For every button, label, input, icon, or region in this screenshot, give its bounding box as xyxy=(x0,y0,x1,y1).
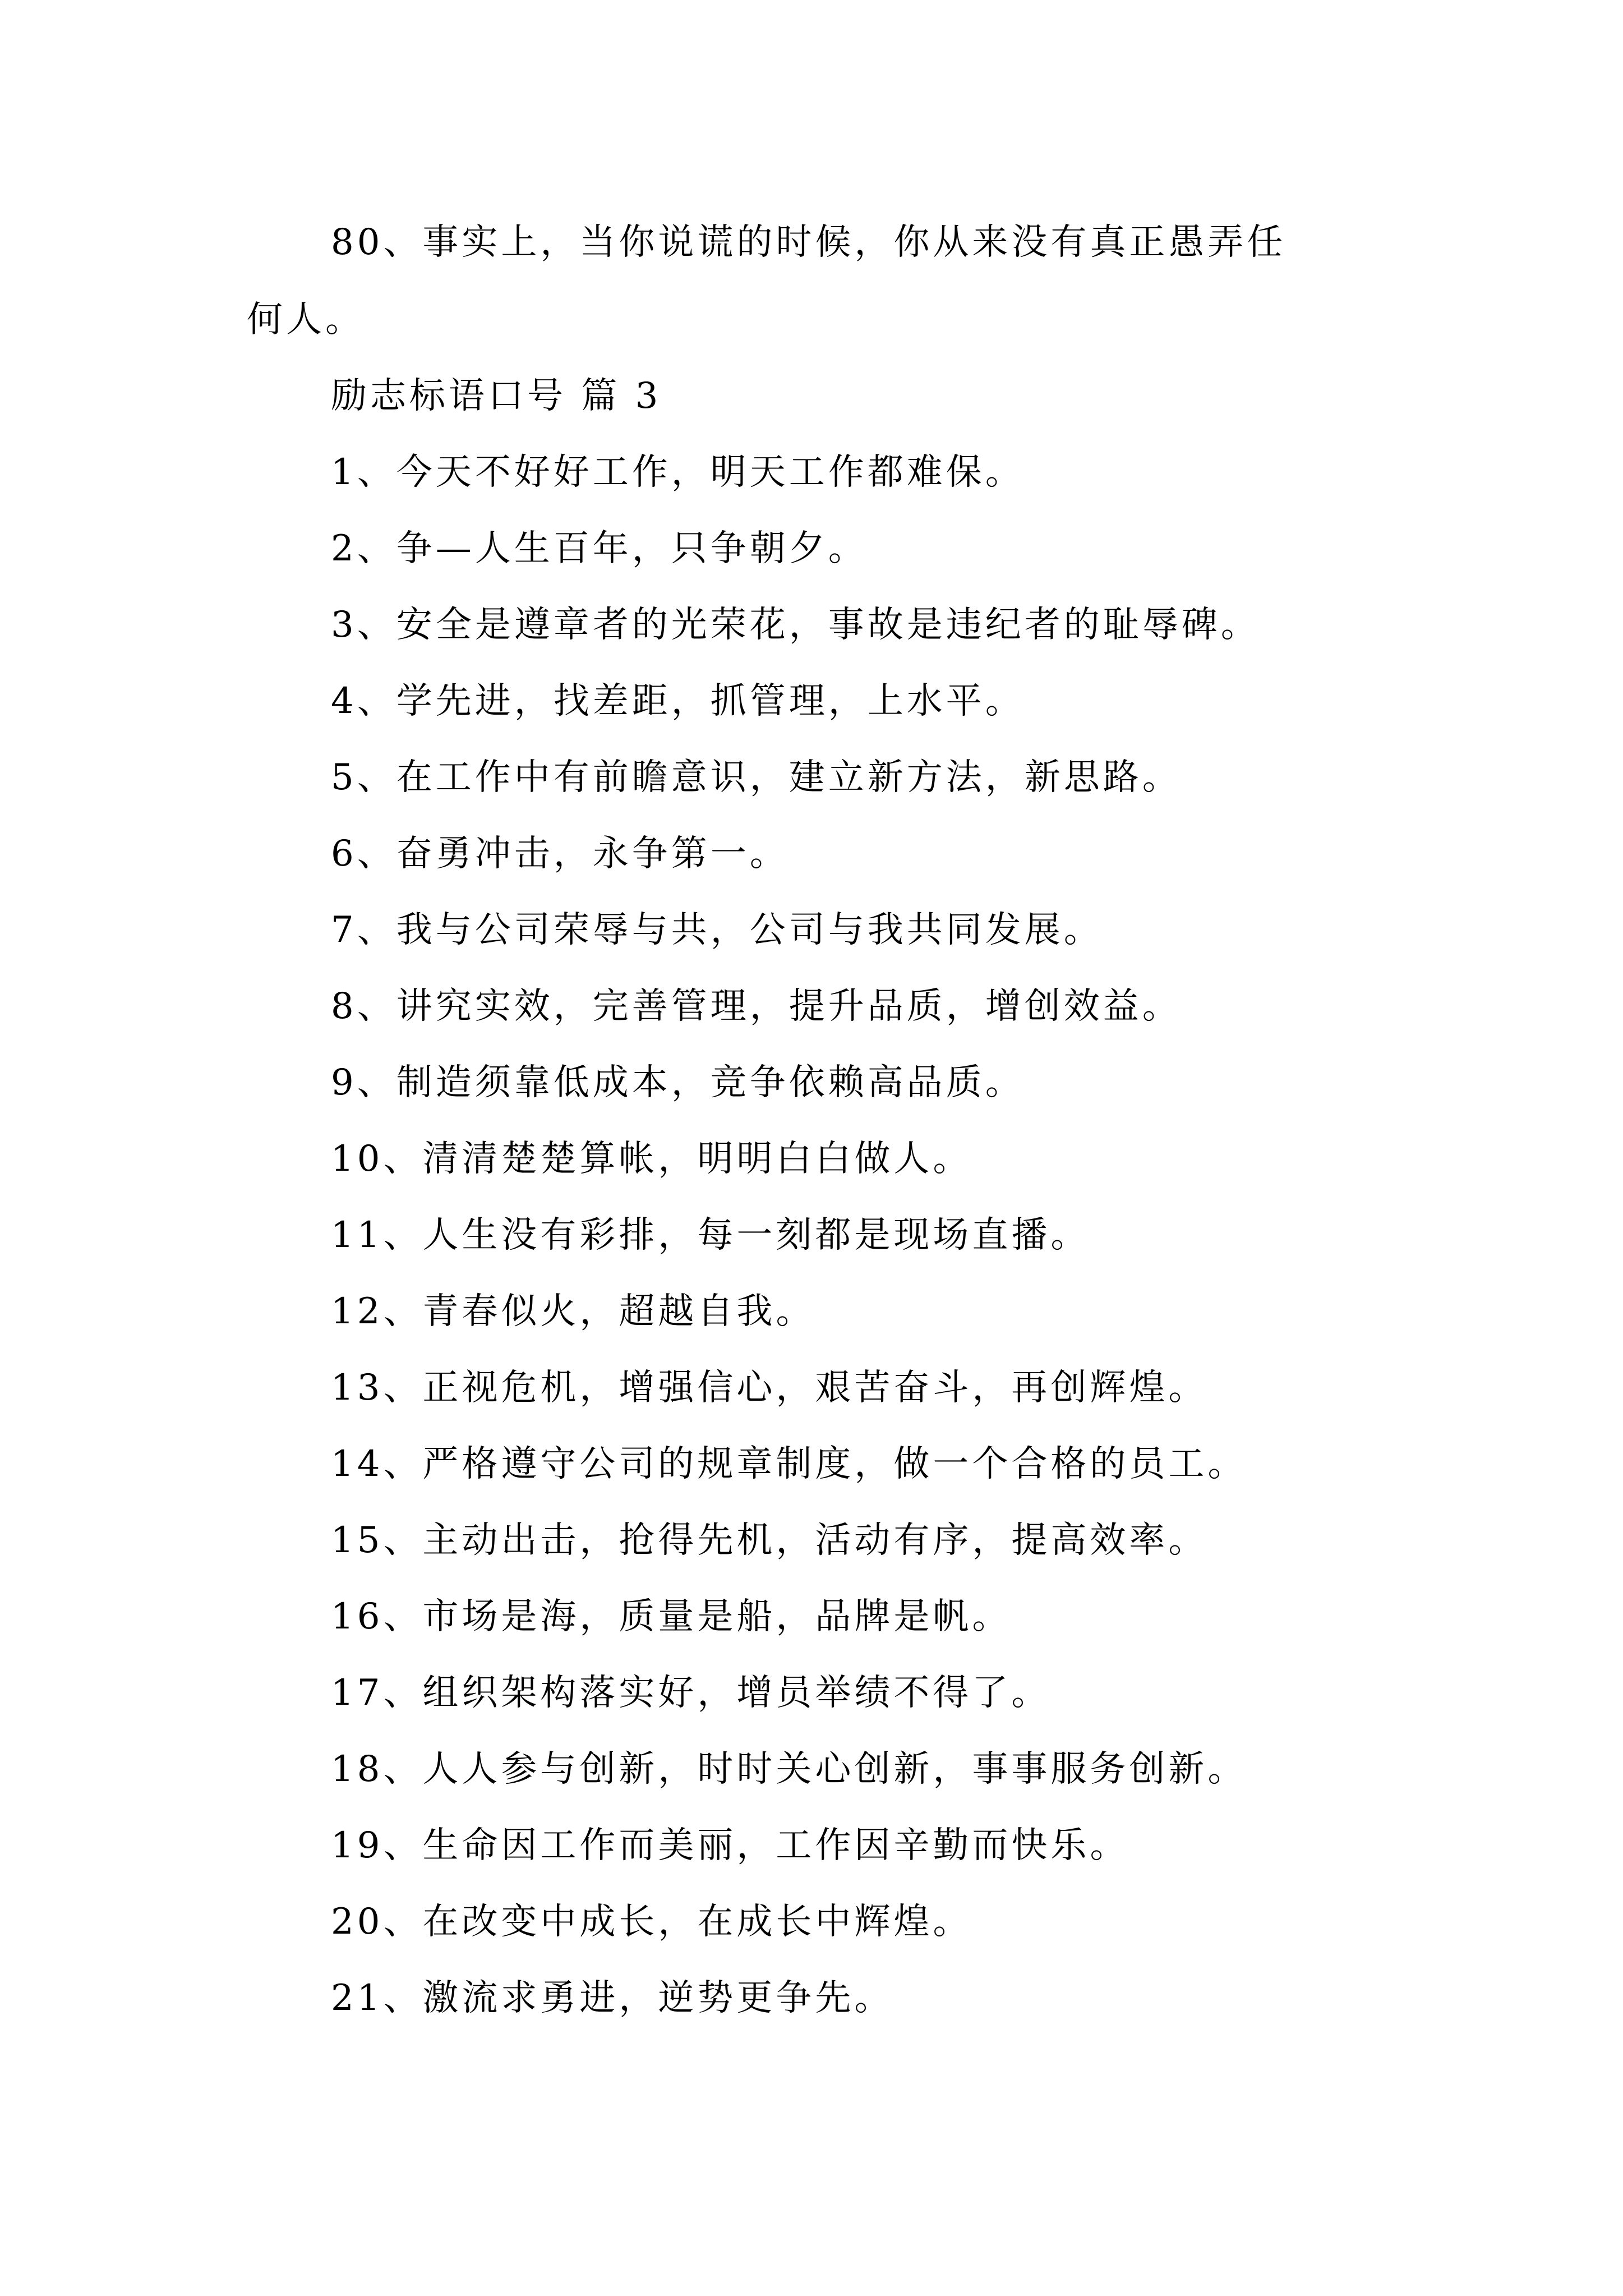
intro-line-2: 何人。 xyxy=(247,299,365,341)
list-item: 10、清清楚楚算帐，明明白白做人。 xyxy=(331,1138,972,1180)
list-item: 9、制造须靠低成本，竞争依赖高品质。 xyxy=(331,1062,1025,1103)
list-item: 6、奋勇冲击，永争第一。 xyxy=(331,833,789,875)
list-item: 13、正视危机，增强信心，艰苦奋斗，再创辉煌。 xyxy=(331,1367,1208,1409)
list-item: 19、生命因工作而美丽，工作因辛勤而快乐。 xyxy=(331,1825,1129,1866)
intro-line-1: 80、事实上，当你说谎的时候，你从来没有真正愚弄任 xyxy=(331,222,1287,263)
list-item: 1、今天不好好工作，明天工作都难保。 xyxy=(331,452,1025,493)
section-heading: 励志标语口号 篇 3 xyxy=(331,375,662,417)
list-item: 8、讲究实效，完善管理，提升品质，增创效益。 xyxy=(331,986,1182,1027)
list-item: 7、我与公司荣辱与共，公司与我共同发展。 xyxy=(331,909,1103,951)
list-item: 18、人人参与创新，时时关心创新，事事服务创新。 xyxy=(331,1749,1247,1790)
list-item: 2、争—人生百年，只争朝夕。 xyxy=(331,528,868,569)
list-item: 11、人生没有彩排，每一刻都是现场直播。 xyxy=(331,1214,1090,1256)
list-item: 20、在改变中成长，在成长中辉煌。 xyxy=(331,1901,972,1943)
list-item: 12、青春似火，超越自我。 xyxy=(331,1291,815,1332)
list-item: 21、激流求勇进，逆势更争先。 xyxy=(331,1977,894,2019)
list-item: 3、安全是遵章者的光荣花，事故是违纪者的耻辱碑。 xyxy=(331,604,1260,646)
list-item: 14、严格遵守公司的规章制度，做一个合格的员工。 xyxy=(331,1443,1247,1485)
list-item: 15、主动出击，抢得先机，活动有序，提高效率。 xyxy=(331,1520,1208,1561)
list-item: 16、市场是海，质量是船，品牌是帆。 xyxy=(331,1596,1012,1637)
list-item: 5、在工作中有前瞻意识，建立新方法，新思路。 xyxy=(331,757,1182,798)
list-item: 4、学先进，找差距，抓管理，上水平。 xyxy=(331,680,1025,722)
list-item: 17、组织架构落实好，增员举绩不得了。 xyxy=(331,1672,1051,1714)
